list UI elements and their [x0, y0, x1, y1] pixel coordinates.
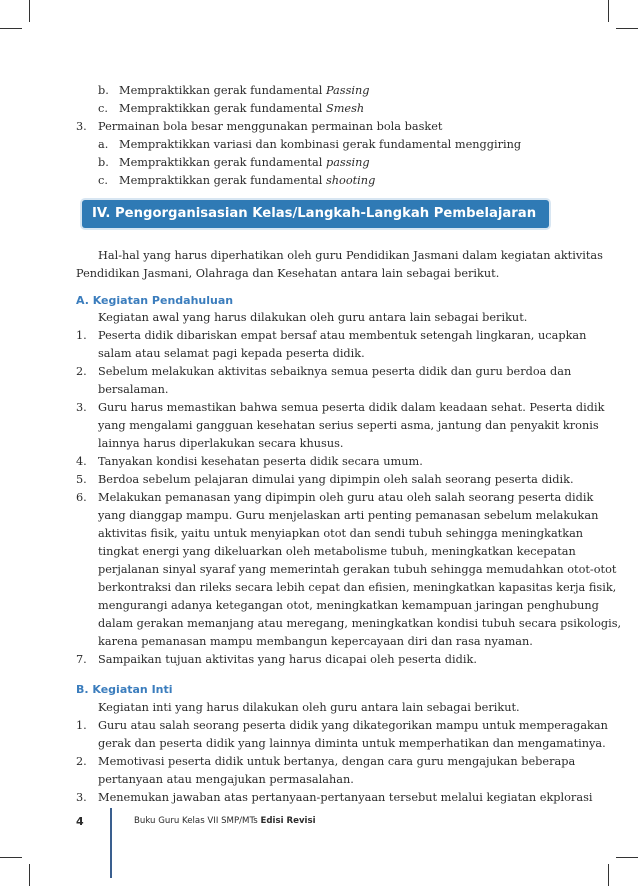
item-line: Peserta didik dibariskan empat bersaf atau membentuk setengah lingkaran, ucapkan [98, 329, 587, 342]
page-number: 4 [76, 815, 84, 828]
item-line: Sampaikan tujuan aktivitas yang harus dicapai oleh peserta didik. [98, 653, 477, 666]
item-line: bersalaman. [98, 383, 169, 396]
crop-mark-top-right-h [616, 28, 638, 29]
crop-mark-top-left-h [0, 28, 22, 29]
list-item: Mempraktikkan variasi dan kombinasi gerak fundamental menggiring [119, 138, 522, 151]
item-line: yang mengalami gangguan kesehatan serius seperti asma, jantung dan penyakit kronis [98, 419, 599, 432]
section-a-lead: Kegiatan awal yang harus dilakukan oleh guru antara lain sebagai berikut. [98, 311, 528, 324]
item-number: 4. [76, 455, 87, 468]
list-marker: c. [98, 102, 108, 115]
item-line: Menemukan jawaban atas pertanyaan-pertanyaan tersebut melalui kegiatan ekplorasi [98, 791, 593, 804]
item-number: 1. [76, 719, 87, 732]
section-b-title: B. Kegiatan Inti [76, 683, 173, 696]
item-number: 3. [76, 401, 87, 414]
list-marker: 3. [76, 120, 87, 133]
item-number: 7. [76, 653, 87, 666]
item-line: lainnya harus diperlakukan secara khusus. [98, 437, 344, 450]
section-heading: IV. Pengorganisasian Kelas/Langkah-Langkah Pembelajaran [92, 206, 537, 221]
section-b-lead: Kegiatan inti yang harus dilakukan oleh guru antara lain sebagai berikut. [98, 701, 520, 714]
footer-separator [110, 808, 112, 878]
crop-mark-bottom-left-h [0, 857, 22, 858]
intro-line: Pendidikan Jasmani, Olahraga dan Kesehatan antara lain sebagai berikut. [76, 267, 500, 280]
item-line: perjalanan sinyal syaraf yang memerintah gerakan tubuh sehingga memudahkan otot-otot [98, 563, 617, 576]
item-line: Berdoa sebelum pelajaran dimulai yang dipimpin oleh salah seorang peserta didik. [98, 473, 574, 486]
item-line: tingkat energi yang dikeluarkan oleh metabolisme tubuh, meningkatkan kecepatan [98, 545, 576, 558]
item-line: Sebelum melakukan aktivitas sebaiknya semua peserta didik dan guru berdoa dan [98, 365, 572, 378]
item-line: dalam gerakan memanjang atau meregang, meningkatkan kondisi tubuh secara psikologis, [98, 617, 622, 630]
item-number: 5. [76, 473, 87, 486]
item-line: Guru atau salah seorang peserta didik yang dikategorikan mampu untuk memperagakan [98, 719, 608, 732]
item-number: 6. [76, 491, 87, 504]
list-item: Mempraktikkan gerak fundamental Smesh [119, 102, 365, 115]
item-line: berkontraksi dan rileks secara lebih cepat dan efisien, meningkatkan kapasitas kerja fisik, [98, 581, 617, 594]
section-a-title: A. Kegiatan Pendahuluan [76, 294, 234, 307]
item-number: 2. [76, 755, 87, 768]
item-line: pertanyaan atau mengajukan permasalahan. [98, 773, 354, 786]
crop-mark-bottom-left-v [29, 864, 30, 886]
item-number: 1. [76, 329, 87, 342]
list-item: Mempraktikkan gerak fundamental Passing [119, 84, 370, 97]
list-item: Permainan bola besar menggunakan permainan bola basket [98, 120, 443, 133]
item-line: yang dianggap mampu. Guru menjelaskan arti penting pemanasan sebelum melakukan [98, 509, 599, 522]
list-marker: b. [98, 84, 109, 97]
list-item: Mempraktikkan gerak fundamental passing [119, 156, 370, 169]
item-line: Memotivasi peserta didik untuk bertanya, dengan cara guru mengajukan beberapa [98, 755, 576, 768]
crop-mark-bottom-right-h [616, 857, 638, 858]
item-line: karena pemanasan mampu membangun kepercayaan diri dan rasa nyaman. [98, 635, 533, 648]
list-marker: c. [98, 174, 108, 187]
item-line: salam atau selamat pagi kepada peserta didik. [98, 347, 365, 360]
item-line: mengurangi adanya ketegangan otot, meningkatkan kemampuan jaringan penghubung [98, 599, 599, 612]
item-line: Tanyakan kondisi kesehatan peserta didik secara umum. [98, 455, 423, 468]
crop-mark-top-right-v [608, 0, 609, 22]
item-line: Guru harus memastikan bahwa semua peserta didik dalam keadaan sehat. Peserta didik [98, 401, 605, 414]
footer-book-title: Buku Guru Kelas VII SMP/MTs Edisi Revisi [134, 816, 316, 826]
item-line: aktivitas fisik, yaitu untuk menyiapkan otot dan sendi tubuh sehingga meningkatkan [98, 527, 584, 540]
list-item: Mempraktikkan gerak fundamental shooting [119, 174, 376, 187]
item-number: 2. [76, 365, 87, 378]
item-number: 3. [76, 791, 87, 804]
item-line: Melakukan pemanasan yang dipimpin oleh guru atau oleh salah seorang peserta didik [98, 491, 594, 504]
intro-line: Hal-hal yang harus diperhatikan oleh guru Pendidikan Jasmani dalam kegiatan aktivitas [98, 249, 603, 262]
list-marker: a. [98, 138, 109, 151]
crop-mark-top-left-v [29, 0, 30, 22]
list-marker: b. [98, 156, 109, 169]
item-line: gerak dan peserta didik yang lainnya diminta untuk memperhatikan dan mengamatinya. [98, 737, 606, 750]
crop-mark-bottom-right-v [608, 864, 609, 886]
